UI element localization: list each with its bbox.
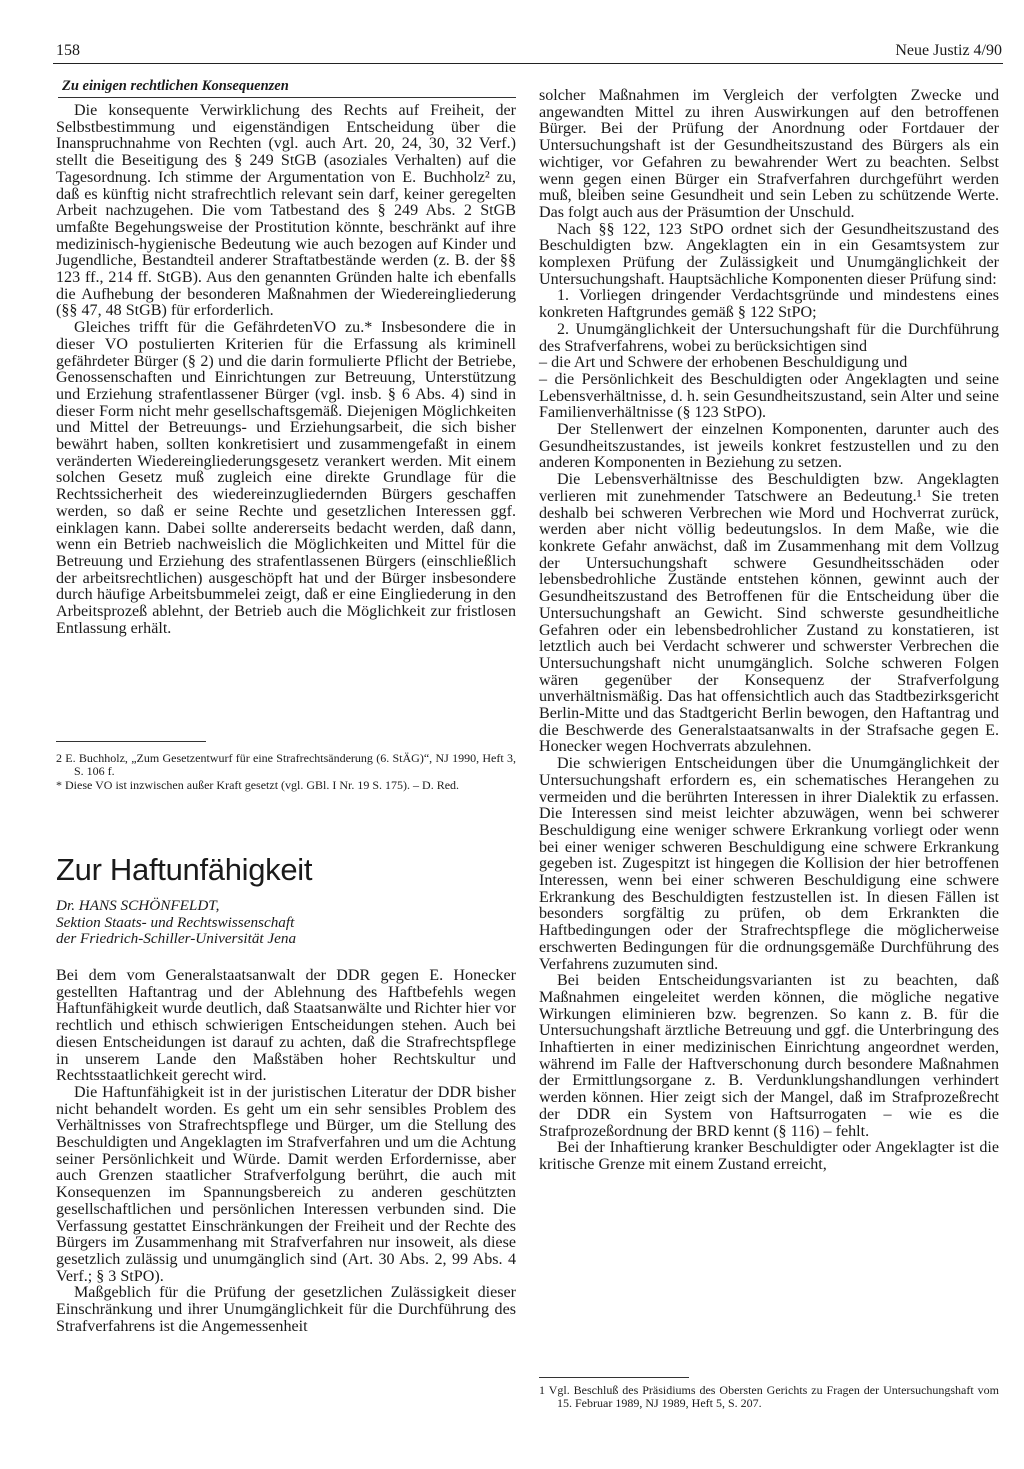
footnote-rule <box>539 1377 689 1378</box>
article-body-left <box>56 968 516 1335</box>
section-heading: Zu einigen rechtlichen Konsequenzen <box>62 78 289 94</box>
list-item: 2. Unumgänglichkeit der Untersuchungshaft für die Durchführung des Strafverfahrens, wobei zu berücksichtigen sind <box>539 320 999 355</box>
footnote: 1 Vgl. Beschluß des Präsidiums des Obersten Gerichts zu Fragen der Untersuchungshaft vom 15. Februar 1989, NJ 1989, Heft 5, S. 207. <box>539 1383 999 1410</box>
paragraph: Die schwierigen Entscheidungen über die Unumgänglichkeit der Untersuchungshaft erfordern es, ein schematisches Herangehen zu vermeiden und die berührten Interessen in ihrer Dialektik zu erfassen. Die Interessen sind meist leichter abzuwägen, wenn bei schwerer Beschuldigung eine weniger schwere Erkrankung vorliegt oder wenn bei einer weniger schweren Beschuldigung eine schwere Erkrankung gegeben ist. Zugespitzt ist hingegen die Kollision der hier betroffenen Interessen, wenn bei einer schweren Beschuldigung eine schwere Erkrankung des Beschuldigten festzustellen ist. In diesen Fällen ist besonders sorgfältig zu prüfen, ob dem Erkrankten die Haftbedingungen oder der Strafrechtspflege die möglicherweise erschwerten Bedingungen für die ordnungsgemäße Durchführung des Verfahrens zuzumuten sind. <box>539 755 999 973</box>
author-name: Dr. HANS SCHÖNFELDT, <box>56 897 220 914</box>
paragraph: Nach §§ 122, 123 StPO ordnet sich der Gesundheitszustand des Beschuldigten bzw. Angeklagten ein in ein Gesamtsystem zur komplexen Prüfung der Zulässigkeit und Unumgänglichkeit der Untersuchungshaft. Hauptsächliche Komponenten dieser Prüfung sind: <box>539 220 999 288</box>
paragraph: Bei beiden Entscheidungsvarianten ist zu beachten, daß Maßnahmen eingeleitet werden können, die mögliche negative Wirkungen eliminieren bzw. begrenzen. So kann z. B. für die Untersuchungshaft ärztliche Betreuung und ggf. die Unterbringung des Inhaftierten in einer medizinischen Einrichtung angeordnet werden, während im Falle der Haftverschonung durch besondere Maßnahmen der Ermittlungsorgane z. B. Verdunklungshandlungen verhindert werden können. Hier zeigt sich der Mangel, daß im Strafprozeßrecht der DDR ein System von Haftsurrogaten – wie es die Strafprozeßordnung der BRD kennt (§ 116) – fehlt. <box>539 972 999 1140</box>
article-title: Zur Haftunfähigkeit <box>56 852 313 887</box>
left-footnotes <box>56 752 516 794</box>
list-item: – die Persönlichkeit des Beschuldigten oder Angeklagten und seine Lebensverhältnisse, d. h. sein Gesundheitszustand, sein Alter und seine Familienverhältnisse (§ 123 StPO). <box>539 370 999 422</box>
paragraph: Die Lebensverhältnisse des Beschuldigten bzw. Angeklagten verlieren mit zunehmender Tatschwere an Bedeutung.¹ Sie treten deshalb bei schweren Verbrechen wie Mord und Hochverrat zurück, werden aber nicht völlig bedeutungslos. In dem Maße, wie die konkrete Gefahr anwächst, daß im Zusammenhang mit dem Vollzug der Untersuchungshaft schwere Gesundheitsschäden oder lebensbedrohliche Zustände entstehen können, gewinnt auch der Gesundheitszustand des Betroffenen für die Entscheidung über die Untersuchungshaft an Gewicht. Sind schwerste gesundheitliche Gefahren oder ein lebensbedrohlicher Zustand zu konstatieren, ist letztlich auch bei Verdacht schwerer und schwerster Verbrechen die Untersuchungshaft nicht unumgänglich. Solche schweren Folgen wären gegenüber der Konsequenz der Strafverfolgung unverhältnismäßig. Das hat offensichtlich auch das Stadtbezirksgericht Berlin-Mitte und das Stadtgericht Berlin bewogen, den Haftantrag und die Beschwerde des Generalstaatsanwalts in der Strafsache gegen E. Honecker wegen Hochverrats abzulehnen. <box>539 471 999 756</box>
header-rule <box>53 63 1003 64</box>
paragraph: Gleiches trifft für die GefährdetenVO zu.* Insbesondere die in dieser VO postulierten Kriterien für die Erfassung als kriminell gefährdeter Bürger (§ 2) und die darin formulierte Pflicht der Betriebe, Genossenschaften und Einrichtungen zur Betreuung, Unterstützung und Erziehung strafentlassener Bürger (vgl. insb. § 6 Abs. 4) sind in dieser Form nicht mehr gesellschaftsgemäß. Diejenigen Möglichkeiten und Mittel der Betreuungs- und Erziehungsarbeit, die sich bisher bewährt haben, sollten konkretisiert und zusammengefaßt in einem veränderten Wiedereingliederungsgesetz verankert werden. Mit einem solchen Gesetz muß zugleich eine direkte Grundlage für die Rechtssicherheit des wiedereinzugliedernden Bürgers geschaffen werden, so daß er seine Rechte und gesetzlichen Interessen ggf. einklagen kann. Dabei sollte andererseits bedacht werden, daß dann, wenn ein Betrieb nachweislich die Möglichkeiten und Mittel für die Betreuung und Erziehung des strafentlassenen Bürgers (einschließlich der arbeitsrechtlichen) ausgeschöpft hat und der Bürger insbesondere durch häufige Arbeitsbummelei zeigt, daß er eine Eingliederung in den Arbeitsprozeß ablehnt, der Betrieb auch die Möglichkeit zur fristlosen Entlassung erhält. <box>56 319 516 637</box>
journal-issue: Neue Justiz 4/90 <box>895 42 1002 59</box>
right-footnote <box>539 1384 999 1411</box>
paragraph: Der Stellenwert der einzelnen Komponenten, darunter auch des Gesundheitszustandes, ist jeweils konkret festzustellen und zu den anderen Komponenten in Beziehung zu setzen. <box>539 421 999 472</box>
footnote-rule <box>56 741 206 742</box>
paragraph: Die Haftunfähigkeit ist in der juristischen Literatur der DDR bisher nicht behandelt worden. Es geht um ein sehr sensibles Problem des Verhältnisses von Strafrechtspflege und Bürger, um die Stellung des Beschuldigten und Angeklagten im Strafverfahren und um die Achtung seiner Persönlichkeit und Würde. Damit werden Erfordernisse, aber auch Grenzen staatlicher Strafverfolgung berührt, die auch mit Konsequenzen im Spannungsbereich zu anderen geschützten gesellschaftlichen und persönlichen Interessen verbunden sind. Die Verfassung gestattet Einschränkungen der Freiheit und der Rechte des Bürgers im Zusammenhang mit Strafverfahren nur insoweit, als diese gesetzlich zulässig und unumgänglich sind (Art. 30 Abs. 2, 99 Abs. 4 Verf.; § 3 StPO). <box>56 1083 516 1285</box>
paragraph: solcher Maßnahmen im Vergleich der verfolgten Zwecke und angewandten Mittel zu ihren Auswirkungen auf den betroffenen Bürger. Bei der Prüfung der Anordnung oder Fortdauer der Untersuchungshaft ist der Gesundheitszustand des Bürgers als ein wichtiger, vor Gefahren zu bewahrender Wert zu beachten. Selbst wenn gegen einen Bürger ein Strafverfahren durchgeführt werden muß, bleiben seine Gesundheit und sein Leben zu schützende Werte. Das folgt auch aus der Präsumtion der Unschuld. <box>539 87 999 221</box>
paragraph: Bei dem vom Generalstaatsanwalt der DDR gegen E. Honecker gestellten Haftantrag und der Ablehnung des Haftbefehls wegen Haftunfähigkeit wurde deutlich, daß Staatsanwälte und Richter hier vor rechtlich und ethisch schwierigen Entscheidungen stehen. Auch bei diesen Entscheidungen ist darauf zu achten, daß die Strafrechtspflege in unserem Lande den Maßstäben hoher Rechtskultur und Rechtsstaatlichkeit gerecht wird. <box>56 967 516 1085</box>
list-item: – die Art und Schwere der erhobenen Beschuldigung und <box>539 354 908 372</box>
footnote: * Diese VO ist inzwischen außer Kraft gesetzt (vgl. GBl. I Nr. 19 S. 175). – D. Red. <box>56 778 460 792</box>
paragraph: Die konsequente Verwirklichung des Rechts auf Freiheit, der Selbstbestimmung und eigenständigen Entscheidung über die Inanspruchnahme von Rechten (vgl. auch Art. 20, 24, 30, 32 Verf.) stellt die Beseitigung des § 249 StGB (asoziales Verhalten) auf die Tagesordnung. Ich stimme der Argumentation von E. Buchholz² zu, daß es künftig nicht strafrechtlich relevant sein darf, keiner geregelten Arbeit nachzugehen. Die vom Tatbestand des § 249 Abs. 2 StGB umfaßte Begehungsweise der Prostitution könnte, beschränkt auf ihre medizinisch-hygienische Bedeutung wie auch bezogen auf Kinder und Jugendliche, Bestandteil anderer Straftatbestände werden (z. B. der §§ 123 ff., 214 ff. StGB). Aus den genannten Gründen halte ich ebenfalls die Aufhebung der besonderen Maßnahmen der Wiedereingliederung (§§ 47, 48 StGB) für erforderlich. <box>56 102 516 320</box>
paragraph: Maßgeblich für die Prüfung der gesetzlichen Zulässigkeit dieser Einschränkung und ihrer Unumgänglichkeit für die Durchführung des Strafverfahrens ist die Angemessenheit <box>56 1284 516 1335</box>
article-byline <box>56 898 296 948</box>
section-rule <box>58 97 516 98</box>
left-column-body <box>56 103 516 638</box>
footnote: 2 E. Buchholz, „Zum Gesetzentwurf für eine Strafrechtsänderung (6. StÄG)“, NJ 1990, Heft 3, S. 106 f. <box>56 751 516 778</box>
right-column-body <box>539 88 999 1174</box>
author-affiliation: Sektion Staats- und Rechtswissenschaft <box>56 913 295 931</box>
page-number: 158 <box>56 42 80 59</box>
paragraph: Bei der Inhaftierung kranker Beschuldigter oder Angeklagter ist die kritische Grenze mit einem Zustand erreicht, <box>539 1139 999 1173</box>
list-item: 1. Vorliegen dringender Verdachtsgründe und mindestens eines konkreten Haftgrundes gemäß § 122 StPO; <box>539 287 999 322</box>
author-affiliation: der Friedrich-Schiller-Universität Jena <box>56 930 297 947</box>
